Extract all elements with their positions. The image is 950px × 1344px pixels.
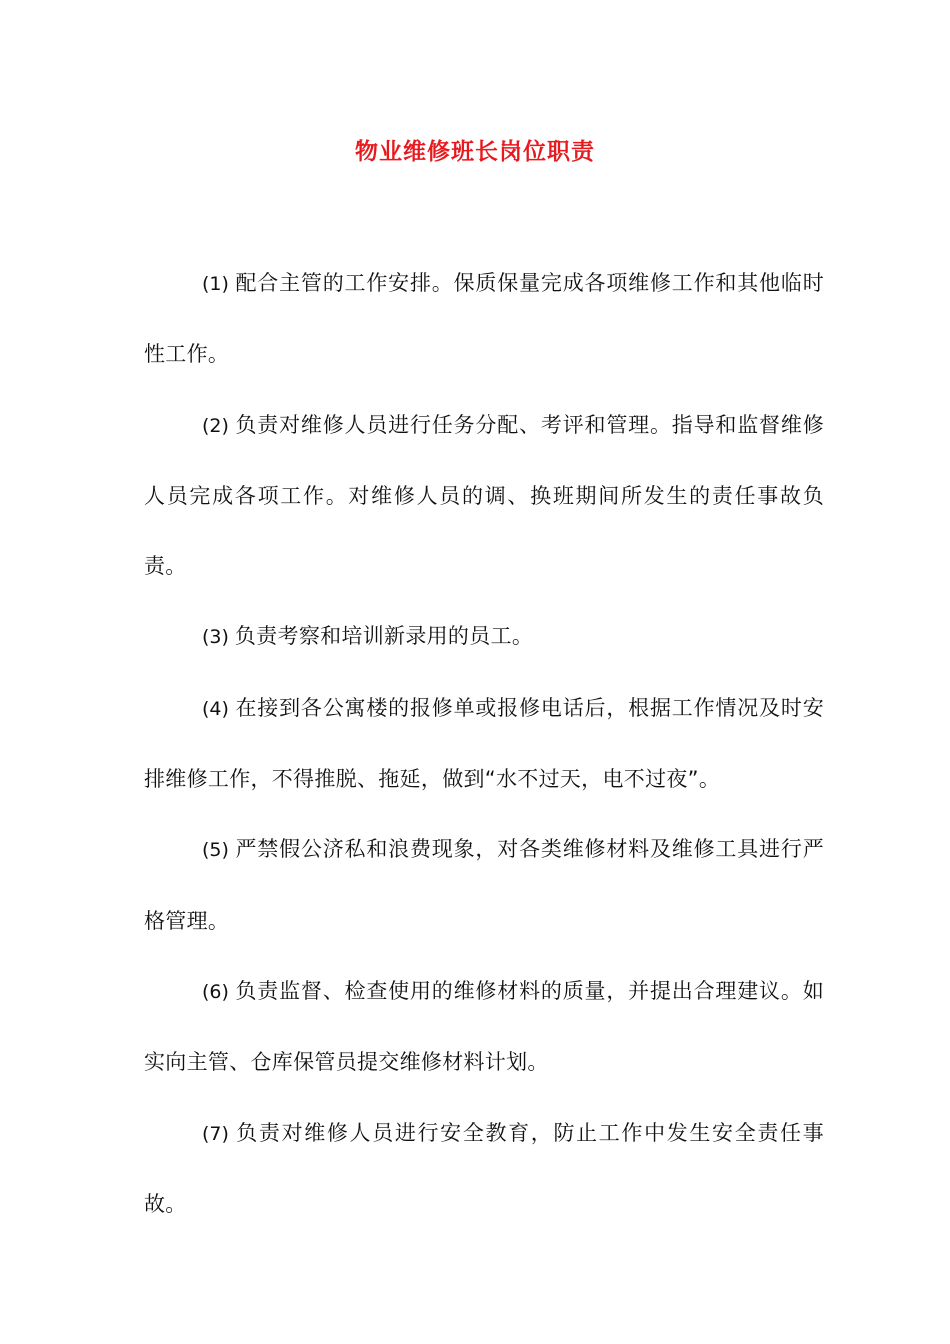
paragraph-number: (3) — [202, 626, 229, 649]
paragraph-text: 配合主管的工作安排。保质保量完成各项维修工作和其他临时性工作。 — [144, 271, 824, 367]
paragraph-text: 负责对维修人员进行安全教育，防止工作中发生安全责任事故。 — [144, 1120, 824, 1216]
paragraph-number: (2) — [202, 414, 229, 437]
paragraph-number: (5) — [202, 839, 229, 862]
paragraph-7 — [144, 1098, 824, 1240]
document-title: 物业维修班长岗位职责 — [355, 139, 595, 165]
paragraph-number: (4) — [202, 697, 229, 720]
paragraph-text: 负责监督、检查使用的维修材料的质量，并提出合理建议。如实向主管、仓库保管员提交维修材料计划。 — [144, 978, 824, 1075]
paragraph-text: 在接到各公寓楼的报修单或报修电话后，根据工作情况及时安排维修工作，不得推脱、拖延，做到“水不过天，电不过夜”。 — [144, 695, 824, 792]
paragraph-number: (7) — [202, 1122, 229, 1145]
paragraph-4 — [144, 673, 824, 815]
paragraph-5 — [144, 814, 824, 956]
paragraph-1 — [144, 248, 824, 390]
paragraph-number: (1) — [202, 273, 229, 295]
paragraph-6 — [144, 956, 824, 1098]
paragraph-text: 负责对维修人员进行任务分配、考评和管理。指导和监督维修人员完成各项工作。对维修人员的调、换班期间所发生的责任事故负责。 — [144, 412, 824, 579]
document-body — [144, 248, 824, 1239]
paragraph-text: 严禁假公济私和浪费现象，对各类维修材料及维修工具进行严格管理。 — [144, 837, 824, 933]
paragraph-3 — [144, 601, 824, 672]
paragraph-2 — [144, 390, 824, 602]
paragraph-number: (6) — [202, 980, 229, 1003]
paragraph-text: 负责考察和培训新录用的员工。 — [234, 624, 534, 649]
